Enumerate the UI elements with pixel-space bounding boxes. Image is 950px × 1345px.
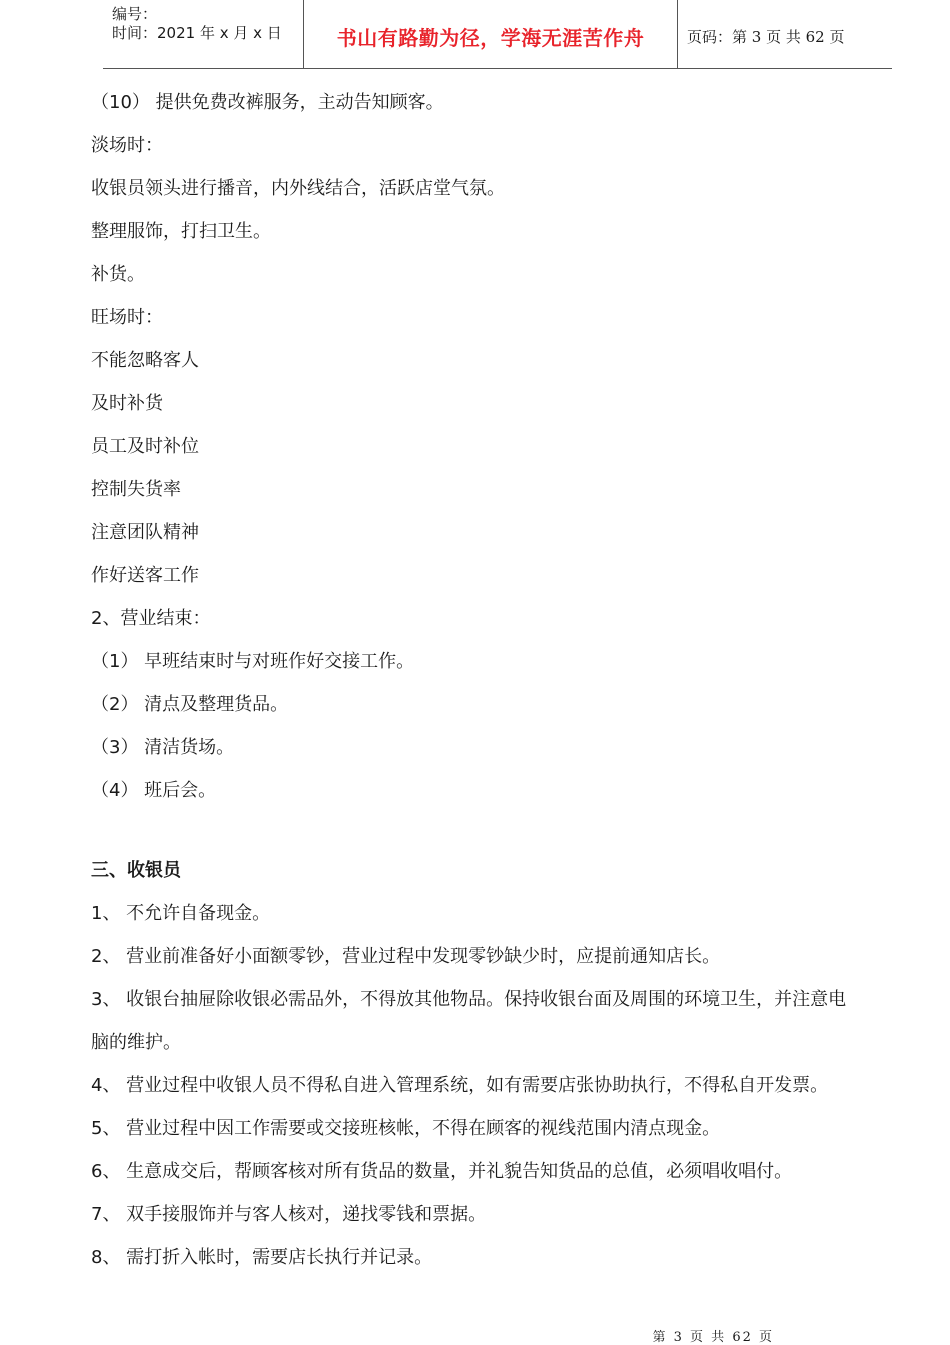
text-line: 不能忽略客人 bbox=[91, 350, 199, 371]
text-line: 8、 需打折入帐时，需要店长执行并记录。 bbox=[91, 1247, 433, 1268]
document-number-label: 编号： bbox=[112, 5, 158, 23]
document-time-label: 时间：2021 年 x 月 x 日 bbox=[112, 24, 282, 42]
text-line: 控制失货率 bbox=[91, 479, 181, 500]
text-line: 4、 营业过程中收银人员不得私自进入管理系统，如有需要店张协助执行，不得私自开发票。 bbox=[91, 1075, 829, 1096]
text-line: 作好送客工作 bbox=[91, 565, 199, 586]
page-header bbox=[103, 0, 892, 69]
text-line: 5、 营业过程中因工作需要或交接班核帐，不得在顾客的视线范围内清点现金。 bbox=[91, 1118, 721, 1139]
text-line: （10） 提供免费改裤服务，主动告知顾客。 bbox=[91, 92, 444, 113]
text-line: （4） 班后会。 bbox=[91, 780, 217, 801]
footer-page-number: 第 3 页 共 62 页 bbox=[652, 1330, 774, 1345]
text-line: 2、 营业前准备好小面额零钞，营业过程中发现零钞缺少时，应提前通知店长。 bbox=[91, 946, 721, 967]
text-line: 旺场时： bbox=[91, 307, 163, 328]
header-info-cell bbox=[103, 0, 304, 68]
header-motto-cell bbox=[304, 0, 678, 68]
text-line: 7、 双手接服饰并与客人核对，递找零钱和票据。 bbox=[91, 1204, 487, 1225]
text-line: 淡场时： bbox=[91, 135, 163, 156]
page-footer bbox=[0, 1326, 950, 1345]
text-line: 整理服饰，打扫卫生。 bbox=[91, 221, 271, 242]
header-page-info: 页码：第 3 页 共 62 页 bbox=[687, 28, 845, 46]
text-line: （3） 清洁货场。 bbox=[91, 737, 235, 758]
text-line: 补货。 bbox=[91, 264, 145, 285]
text-line: 员工及时补位 bbox=[91, 436, 199, 457]
text-line: 注意团队精神 bbox=[91, 522, 199, 543]
text-line: 及时补货 bbox=[91, 393, 163, 414]
text-line: 6、 生意成交后，帮顾客核对所有货品的数量，并礼貌告知货品的总值，必须唱收唱付。 bbox=[91, 1161, 793, 1182]
header-page-cell bbox=[678, 0, 892, 68]
text-line: 3、 收银台抽屉除收银必需品外，不得放其他物品。保持收银台面及周围的环境卫生，并注意电 bbox=[91, 989, 847, 1010]
text-line: 收银员领头进行播音，内外线结合，活跃店堂气氛。 bbox=[91, 178, 505, 199]
text-line: 1、 不允许自备现金。 bbox=[91, 903, 271, 924]
text-line: 脑的维护。 bbox=[91, 1032, 181, 1053]
text-line: 2、营业结束： bbox=[91, 608, 211, 629]
text-line: （1） 早班结束时与对班作好交接工作。 bbox=[91, 651, 415, 672]
section-heading: 三、收银员 bbox=[91, 860, 181, 881]
text-line: （2） 清点及整理货品。 bbox=[91, 694, 289, 715]
header-motto: 书山有路勤为径，学海无涯苦作舟 bbox=[336, 26, 645, 50]
